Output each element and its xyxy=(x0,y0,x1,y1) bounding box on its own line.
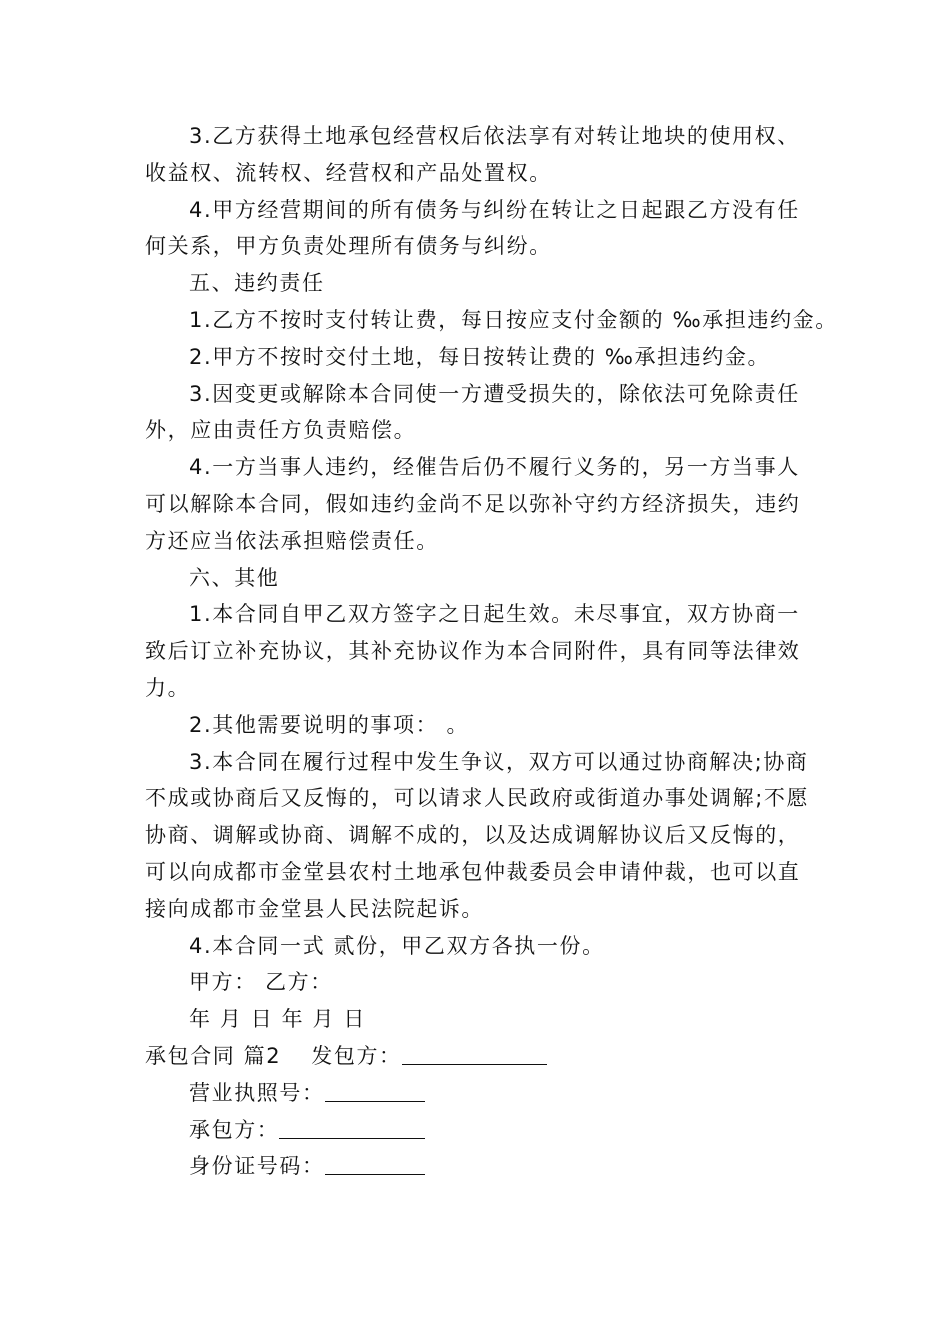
paragraph-line: 可以向成都市金堂县农村土地承包仲裁委员会申请仲裁，也可以直 xyxy=(145,859,801,884)
paragraph-line: 1.本合同自甲乙双方签字之日起生效。未尽事宜，双方协商一 xyxy=(189,602,800,627)
paragraph-line: 不成或协商后又反悔的，可以请求人民政府或街道办事处调解;不愿 xyxy=(145,786,810,811)
paragraph-line: 4.甲方经营期间的所有债务与纠纷在转让之日起跟乙方没有任 xyxy=(189,197,800,222)
id-number-line xyxy=(145,1148,810,1185)
section-heading: 五、违约责任 xyxy=(189,271,325,296)
section-heading: 六、其他 xyxy=(189,565,280,590)
paragraph-line: 3.乙方获得土地承包经营权后依法享有对转让地块的使用权、 xyxy=(189,124,800,148)
paragraph-line: 外，应由责任方负责赔偿。 xyxy=(145,418,417,443)
section2-heading-line xyxy=(145,1038,810,1075)
paragraph-line: 力。 xyxy=(145,675,191,700)
license-label: 营业执照号： xyxy=(189,1080,325,1105)
paragraph-line: 何关系，甲方负责处理所有债务与纠纷。 xyxy=(145,234,552,259)
paragraph-line: 4.本合同一式 贰份，甲乙双方各执一份。 xyxy=(189,933,605,958)
paragraph-line: 协商、调解或协商、调解不成的，以及达成调解协议后又反悔的， xyxy=(145,823,801,848)
date-line: 年 月 日 年 月 日 xyxy=(189,1007,366,1032)
signature-line: 甲方： 乙方： xyxy=(189,970,333,995)
issuer-blank[interactable] xyxy=(402,1042,547,1065)
license-line xyxy=(145,1075,810,1112)
document-body xyxy=(145,118,838,1185)
contractor-label: 承包方： xyxy=(189,1117,280,1142)
id-number-blank[interactable] xyxy=(325,1152,425,1175)
contractor-line xyxy=(145,1112,810,1149)
license-blank[interactable] xyxy=(325,1079,425,1102)
paragraph-line: 1.乙方不按时支付转让费，每日按应支付金额的 ‰承担违约金。 xyxy=(189,307,838,332)
paragraph-line: 收益权、流转权、经营权和产品处置权。 xyxy=(145,160,552,185)
id-number-label: 身份证号码： xyxy=(189,1154,325,1179)
paragraph-line: 3.本合同在履行过程中发生争议，双方可以通过协商解决;协商 xyxy=(189,749,809,774)
section2-heading: 承包合同 篇2 xyxy=(145,1043,282,1068)
paragraph-line: 致后订立补充协议，其补充协议作为本合同附件，具有同等法律效 xyxy=(145,639,801,664)
paragraph-line: 4.一方当事人违约，经催告后仍不履行义务的，另一方当事人 xyxy=(189,455,800,480)
paragraph-line: 3.因变更或解除本合同使一方遭受损失的，除依法可免除责任 xyxy=(189,381,800,406)
paragraph-line: 2.其他需要说明的事项： 。 xyxy=(189,712,470,737)
contractor-blank[interactable] xyxy=(279,1116,425,1139)
paragraph-line: 2.甲方不按时交付土地，每日按转让费的 ‰承担违约金。 xyxy=(189,344,771,369)
paragraph-line: 可以解除本合同，假如违约金尚不足以弥补守约方经济损失，违约 xyxy=(145,491,801,516)
paragraph-line: 方还应当依法承担赔偿责任。 xyxy=(145,528,439,553)
issuer-label: 发包方： xyxy=(311,1043,402,1068)
paragraph-line: 接向成都市金堂县人民法院起诉。 xyxy=(145,896,484,921)
